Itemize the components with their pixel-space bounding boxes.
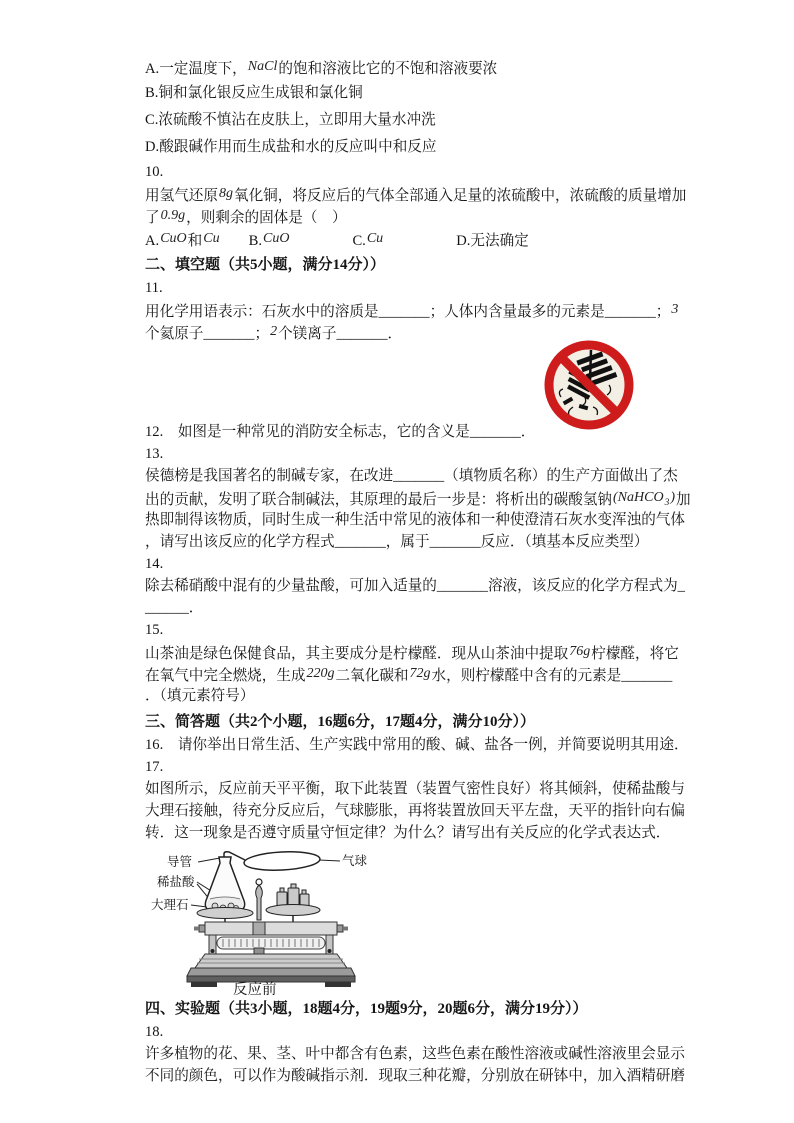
text-segment: B.铜和氯化银反应生成银和氯化铜 [145, 85, 363, 101]
text-line [145, 663, 699, 685]
text-line [145, 778, 699, 800]
math-formula: ) [670, 490, 675, 505]
text-segment: 山茶油是绿色保健食品，其主要成分是柠檬醛．现从山茶油中提取 [145, 646, 569, 662]
balance-base [195, 954, 347, 968]
text-segment: ，则剩余的固体是（ ） [186, 210, 347, 226]
text-segment: A. [145, 233, 160, 249]
text-segment: 个镁离子_______． [278, 326, 403, 342]
text-line [145, 443, 699, 465]
text-segment: 转．这一现象是否遵守质量守恒定律？为什么？请写出有关反应的化学式表达式． [145, 825, 671, 841]
figure-caption: 反应前 [233, 982, 277, 996]
text-segment: 在氧气中完全燃烧，生成 [145, 668, 306, 684]
text-line [145, 134, 699, 161]
document-body [145, 53, 699, 1087]
text-segment: 的饱和溶液比它的不饱和溶液要浓 [278, 61, 498, 77]
text-segment: 加 [676, 492, 691, 508]
text-segment: 除去稀硝酸中混有的少量盐酸，可加入适量的_______溶液，该反应的化学方程式为_ [145, 578, 685, 594]
math-formula: (NaHCO [613, 490, 664, 505]
section-heading [145, 997, 699, 1021]
text-segment: 三、简答题（共2个小题，16题6分，17题4分，满分10分）） [145, 714, 536, 730]
text-segment: 了 [145, 210, 160, 226]
text-line [145, 161, 699, 183]
text-line [145, 822, 699, 844]
text-line [145, 227, 699, 250]
text-line [145, 53, 699, 80]
right-pan [266, 905, 320, 916]
text-line [145, 509, 699, 531]
left-pan [197, 908, 253, 919]
math-formula: Cu [366, 231, 384, 246]
text-segment: 用化学用语表示：石灰水中的溶质是_______；人体内含量最多的元素是_______； [145, 304, 671, 320]
text-segment: 和 [187, 233, 203, 249]
text-segment: ．（填元素符号） [145, 688, 255, 704]
text-segment: 17. [145, 759, 164, 775]
text-segment: 氧化铜，将反应后的气体全部通入足量的浓硫酸中，浓硫酸的质量增加 [233, 188, 687, 204]
text-line [145, 1043, 699, 1065]
text-line [145, 641, 699, 663]
text-segment: A.一定温度下， [145, 61, 247, 77]
text-segment: 18. [145, 1024, 164, 1040]
spacer [221, 244, 249, 245]
spacer [384, 244, 456, 245]
math-formula: 72g [409, 666, 431, 681]
text-segment: 个氦原子_______； [145, 326, 270, 342]
text-segment: 柠檬醛，将它 [591, 646, 679, 662]
math-formula: 76g [569, 644, 591, 659]
pointer-needle [256, 885, 263, 920]
text-line [145, 531, 699, 553]
math-formula: CuO [160, 231, 187, 246]
math-formula: 3 [664, 498, 670, 508]
text-segment: 12. 如图是一种常见的消防安全标志，它的含义是_______． [145, 424, 536, 440]
text-segment: 二氧化碳和 [335, 668, 409, 684]
text-segment: D.酸跟碱作用而生成盐和水的反应叫中和反应 [145, 139, 437, 155]
text-line [145, 553, 699, 575]
text-segment: 10. [145, 164, 164, 180]
text-segment: 如图所示，反应前天平平衡，取下此装置（装置气密性良好）将其倾斜，使稀盐酸与 [145, 781, 685, 797]
text-line [145, 685, 699, 707]
text-segment: ______． [145, 600, 204, 616]
text-line [145, 619, 699, 641]
text-line [145, 597, 699, 619]
text-line [145, 183, 699, 205]
math-formula: 8g [218, 186, 233, 201]
text-line [145, 465, 699, 487]
balance-scale-figure [147, 848, 397, 996]
text-segment: 热即制得该物质，同时生成一种生活中常见的液体和一种使澄清石灰水变浑浊的气体 [145, 512, 685, 528]
label-tube: 导管 [167, 855, 193, 869]
text-segment: 许多植物的花、果、茎、叶中都含有色素，这些色素在酸性溶液或碱性溶液里会显示 [145, 1046, 685, 1062]
math-formula: 220g [306, 666, 335, 681]
text-segment: 11. [145, 280, 163, 296]
math-formula: NaCl [247, 59, 278, 74]
math-formula: CuO [263, 231, 290, 246]
text-segment: D.无法确定 [456, 233, 529, 249]
text-line [145, 800, 699, 822]
text-line [145, 299, 699, 321]
text-segment: C.浓硫酸不慎沾在皮肤上，立即用大量水冲洗 [145, 112, 436, 128]
text-line [145, 80, 699, 107]
text-segment: 二、填空题（共5小题，满分14分）） [145, 257, 386, 273]
label-marble: 大理石 [151, 898, 189, 912]
math-formula: 3 [671, 302, 679, 317]
text-segment: 水，则柠檬醛中含有的元素是_______ [431, 668, 673, 684]
math-formula: 0.9g [160, 208, 186, 223]
text-line [145, 107, 699, 134]
spacer [290, 244, 352, 245]
text-segment: 侯德榜是我国著名的制碱专家，在改进_______（填物质名称）的生产方面做出了杰 [145, 468, 678, 484]
balance-diagram-block [145, 848, 699, 994]
text-segment: 16. 请你举出日常生活、生产实践中常用的酸、碱、盐各一例，并简要说明其用途． [145, 737, 689, 753]
text-line [145, 575, 699, 597]
math-formula: 2 [270, 324, 278, 339]
text-segment: 15. [145, 622, 164, 638]
balloon-shape [244, 850, 321, 872]
text-segment: ，请写出该反应的化学方程式_______，属于_______反应．（填基本反应类型） [145, 534, 649, 550]
text-line [145, 277, 699, 299]
text-segment: 大理石接触，待充分反应后，气球膨胀，再将装置放回天平左盘，天平的指针向右偏 [145, 803, 685, 819]
no-fireworks-prohibition-icon [533, 337, 645, 433]
section-heading [145, 710, 699, 734]
text-segment: 四、实验题（共3小题，18题4分，19题9分，20题6分，满分19分）） [145, 1001, 588, 1017]
text-line [145, 734, 699, 756]
prohibition-sign-block [145, 343, 699, 421]
section-heading [145, 253, 699, 277]
text-segment: 用氢气还原 [145, 188, 218, 204]
text-segment: 14. [145, 556, 164, 572]
text-line [145, 1065, 699, 1087]
text-line [145, 1021, 699, 1043]
text-segment: 13. [145, 446, 164, 462]
text-line [145, 756, 699, 778]
text-segment: B. [248, 233, 262, 249]
label-dilute-hcl: 稀盐酸 [157, 875, 195, 889]
text-line [145, 487, 699, 509]
math-formula: Cu [203, 231, 220, 246]
text-line [145, 205, 699, 227]
beam [205, 922, 337, 935]
text-segment: C. [352, 233, 366, 249]
text-segment: 不同的颜色，可以作为酸碱指示剂．现取三种花瓣，分别放在研钵中，加入酒精研磨 [145, 1068, 685, 1084]
label-balloon: 气球 [342, 854, 368, 868]
text-segment: 出的贡献，发明了联合制碱法，其原理的最后一步是：将析出的碳酸氢钠 [145, 492, 613, 508]
